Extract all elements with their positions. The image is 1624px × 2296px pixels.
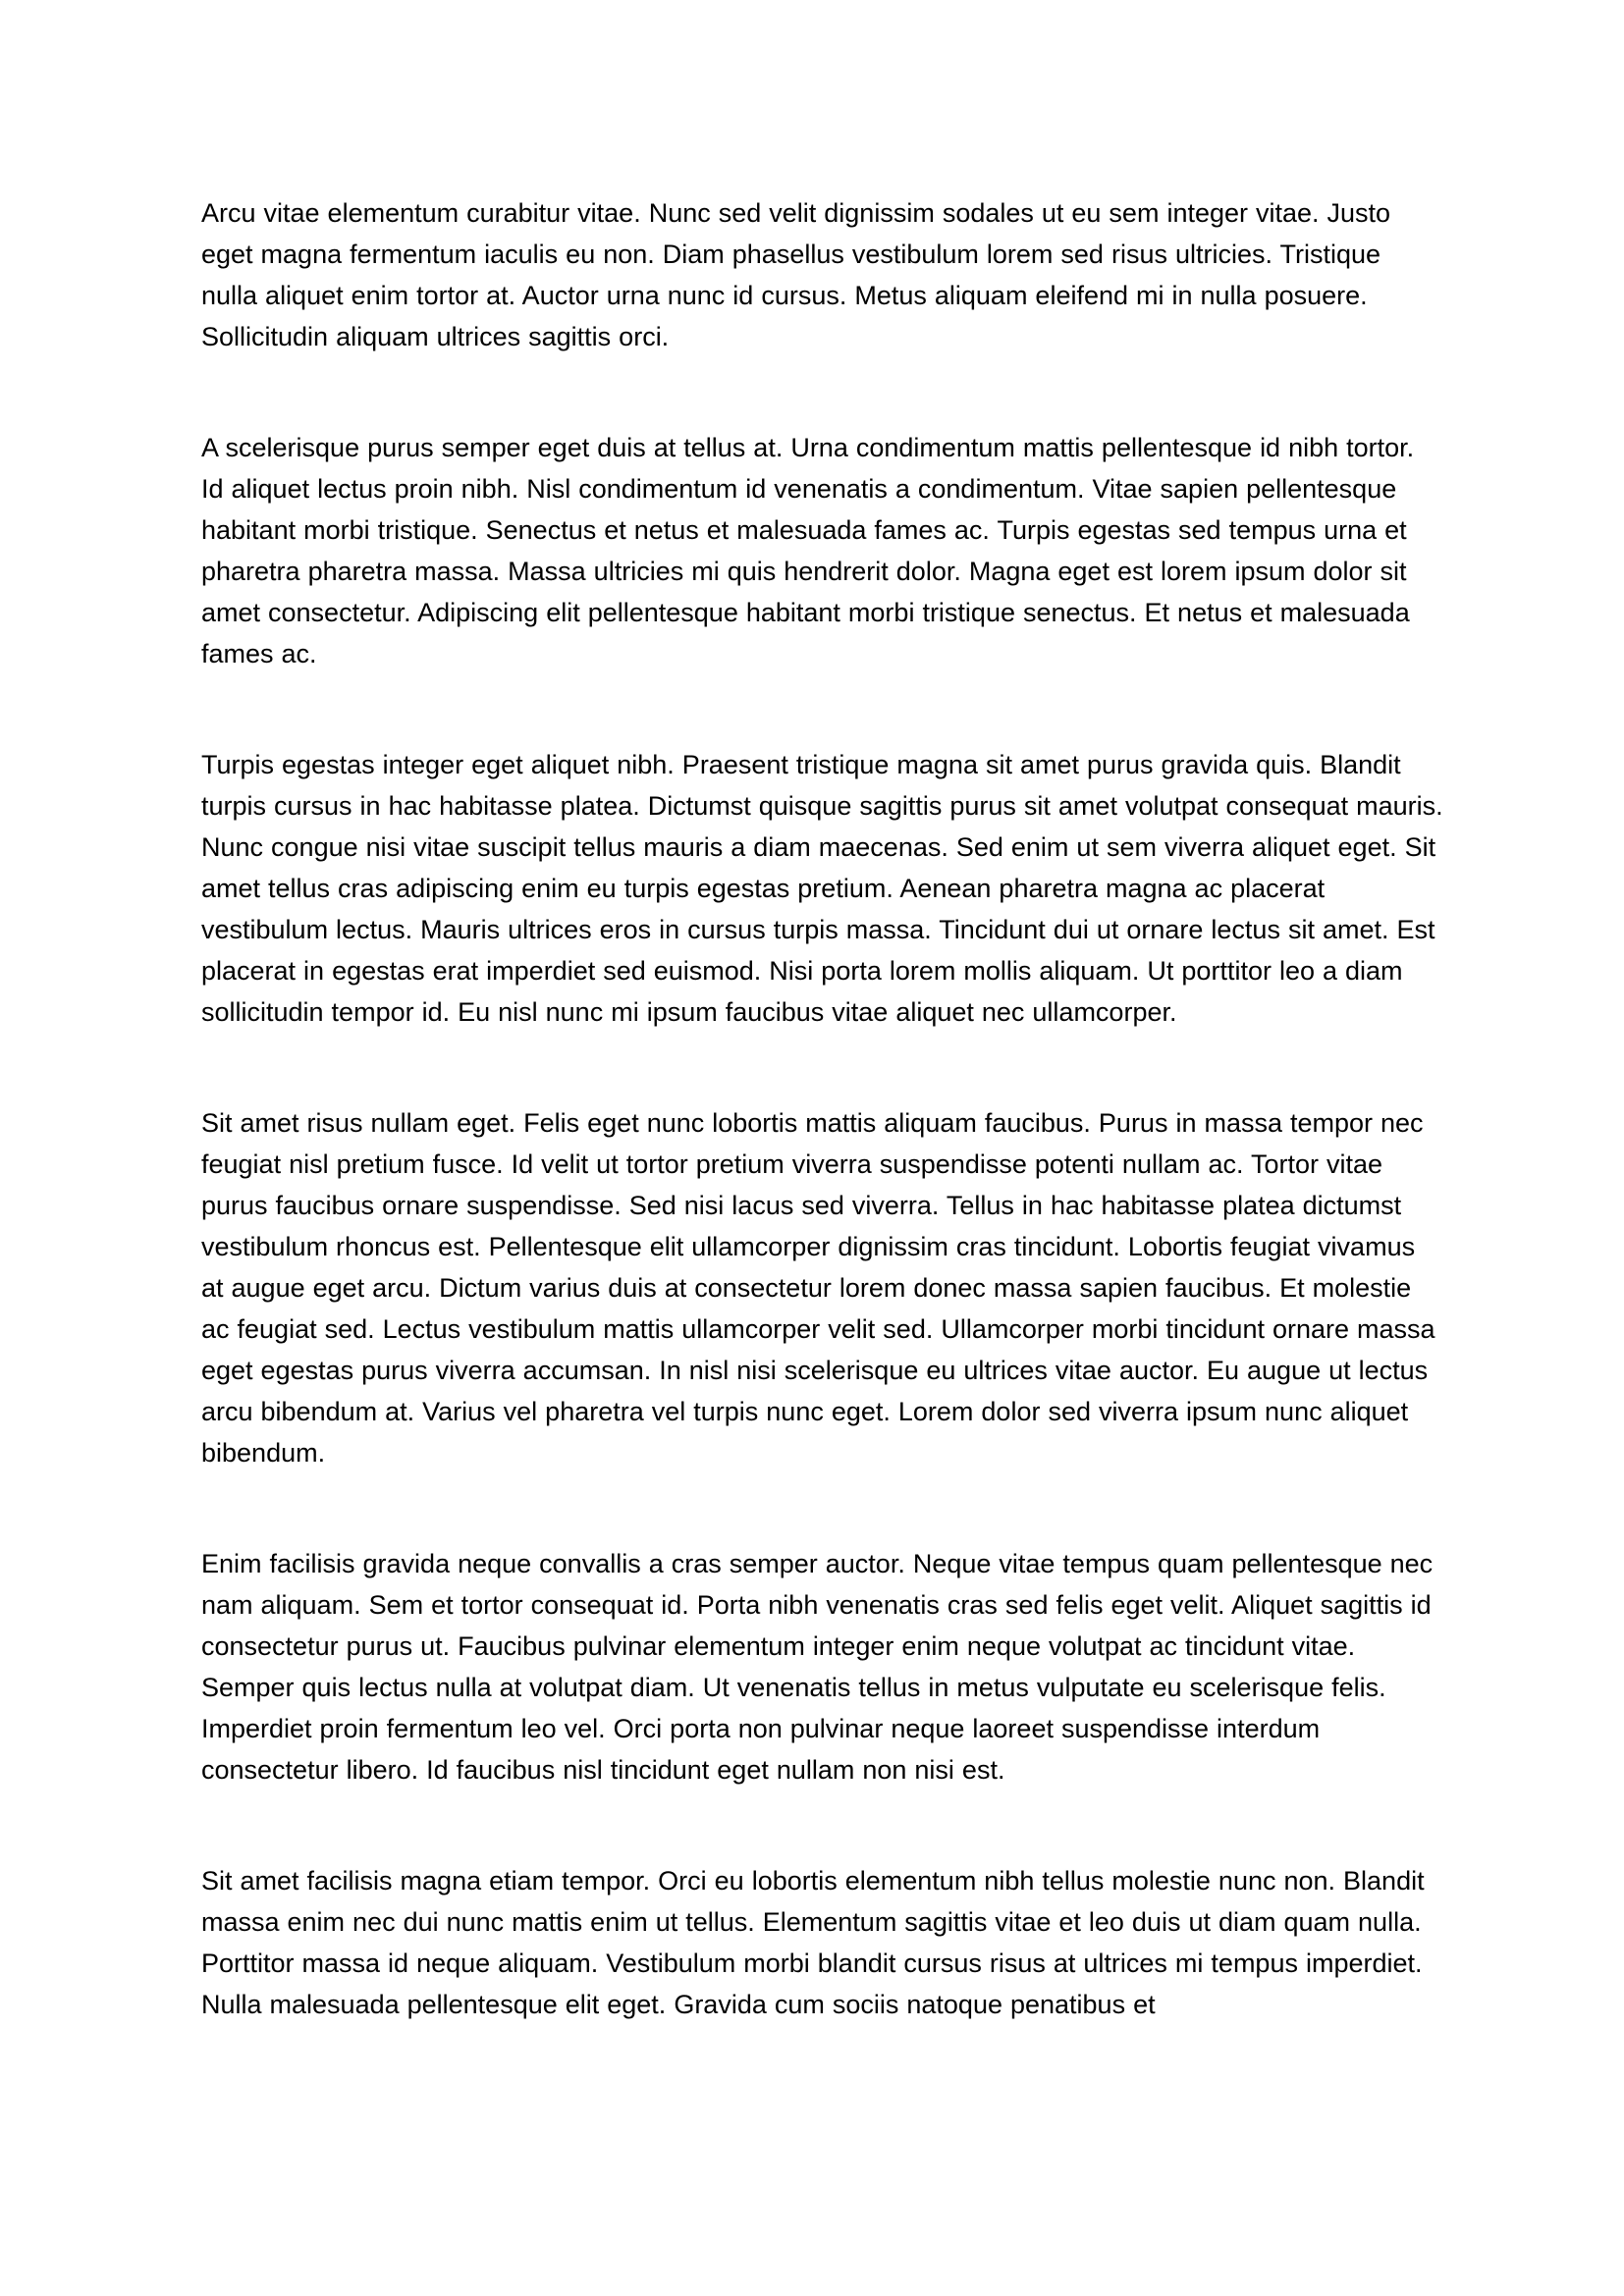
paragraph: Sit amet risus nullam eget. Felis eget nunc lobortis mattis aliquam faucibus. Purus in massa tempor nec feugiat nisl pretium fusce. Id velit ut tortor pretium viverra suspendisse potenti nullam ac. Tortor vitae purus faucibus ornare suspendisse. Sed nisi lacus sed viverra. Tellus in hac habitasse platea dictumst vestibulum rhoncus est. Pellentesque elit ullamcorper dignissim cras tincidunt. Lobortis feugiat vivamus at augue eget arcu. Dictum varius duis at consectetur lorem donec massa sapien faucibus. Et molestie ac feugiat sed. Lectus vestibulum mattis ullamcorper velit sed. Ullamcorper morbi tincidunt ornare massa eget egestas purus viverra accumsan. In nisl nisi scelerisque eu ultrices vitae auctor. Eu augue ut lectus arcu bibendum at. Varius vel pharetra vel turpis nunc eget. Lorem dolor sed viverra ipsum nunc aliquet bibendum. (201, 1108, 1435, 1468)
paragraph: Enim facilisis gravida neque convallis a cras semper auctor. Neque vitae tempus quam pellentesque nec nam aliquam. Sem et tortor consequat id. Porta nibh venenatis cras sed felis eget velit. Aliquet sagittis id consectetur purus ut. Faucibus pulvinar elementum integer enim neque volutpat ac tincidunt vitae. Semper quis lectus nulla at volutpat diam. Ut venenatis tellus in metus vulputate eu scelerisque felis. Imperdiet proin fermentum leo vel. Orci porta non pulvinar neque laoreet suspendisse interdum consectetur libero. Id faucibus nisl tincidunt eget nullam non nisi est. (201, 1549, 1434, 1785)
document-content (201, 192, 1443, 2025)
paragraph: A scelerisque purus semper eget duis at tellus at. Urna condimentum mattis pellentesque id nibh tortor. Id aliquet lectus proin nibh. Nisl condimentum id venenatis a condimentum. Vitae sapien pellentesque habitant morbi tristique. Senectus et netus et malesuada fames ac. Turpis egestas sed tempus urna et pharetra pharetra massa. Massa ultricies mi quis hendrerit dolor. Magna eget est lorem ipsum dolor sit amet consectetur. Adipiscing elit pellentesque habitant morbi tristique senectus. Et netus et malesuada fames ac. (201, 433, 1415, 668)
paragraph: Turpis egestas integer eget aliquet nibh. Praesent tristique magna sit amet purus gravida quis. Blandit turpis cursus in hac habitasse platea. Dictumst quisque sagittis purus sit amet volutpat consequat mauris. Nunc congue nisi vitae suscipit tellus mauris a diam maecenas. Sed enim ut sem viverra aliquet eget. Sit amet tellus cras adipiscing enim eu turpis egestas pretium. Aenean pharetra magna ac placerat vestibulum lectus. Mauris ultrices eros in cursus turpis massa. Tincidunt dui ut ornare lectus sit amet. Est placerat in egestas erat imperdiet sed euismod. Nisi porta lorem mollis aliquam. Ut porttitor leo a diam sollicitudin tempor id. Eu nisl nunc mi ipsum faucibus vitae aliquet nec ullamcorper. (201, 750, 1443, 1027)
paragraph: Sit amet facilisis magna etiam tempor. Orci eu lobortis elementum nibh tellus molestie nunc non. Blandit massa enim nec dui nunc mattis enim ut tellus. Elementum sagittis vitae et leo duis ut diam quam nulla. Porttitor massa id neque aliquam. Vestibulum morbi blandit cursus risus at ultrices mi tempus imperdiet. Nulla malesuada pellentesque elit eget. Gravida cum sociis natoque penatibus et (201, 1866, 1425, 2019)
paragraph: Arcu vitae elementum curabitur vitae. Nunc sed velit dignissim sodales ut eu sem integer vitae. Justo eget magna fermentum iaculis eu non. Diam phasellus vestibulum lorem sed risus ultricies. Tristique nulla aliquet enim tortor at. Auctor urna nunc id cursus. Metus aliquam eleifend mi in nulla posuere. Sollicitudin aliquam ultrices sagittis orci. (201, 198, 1391, 351)
